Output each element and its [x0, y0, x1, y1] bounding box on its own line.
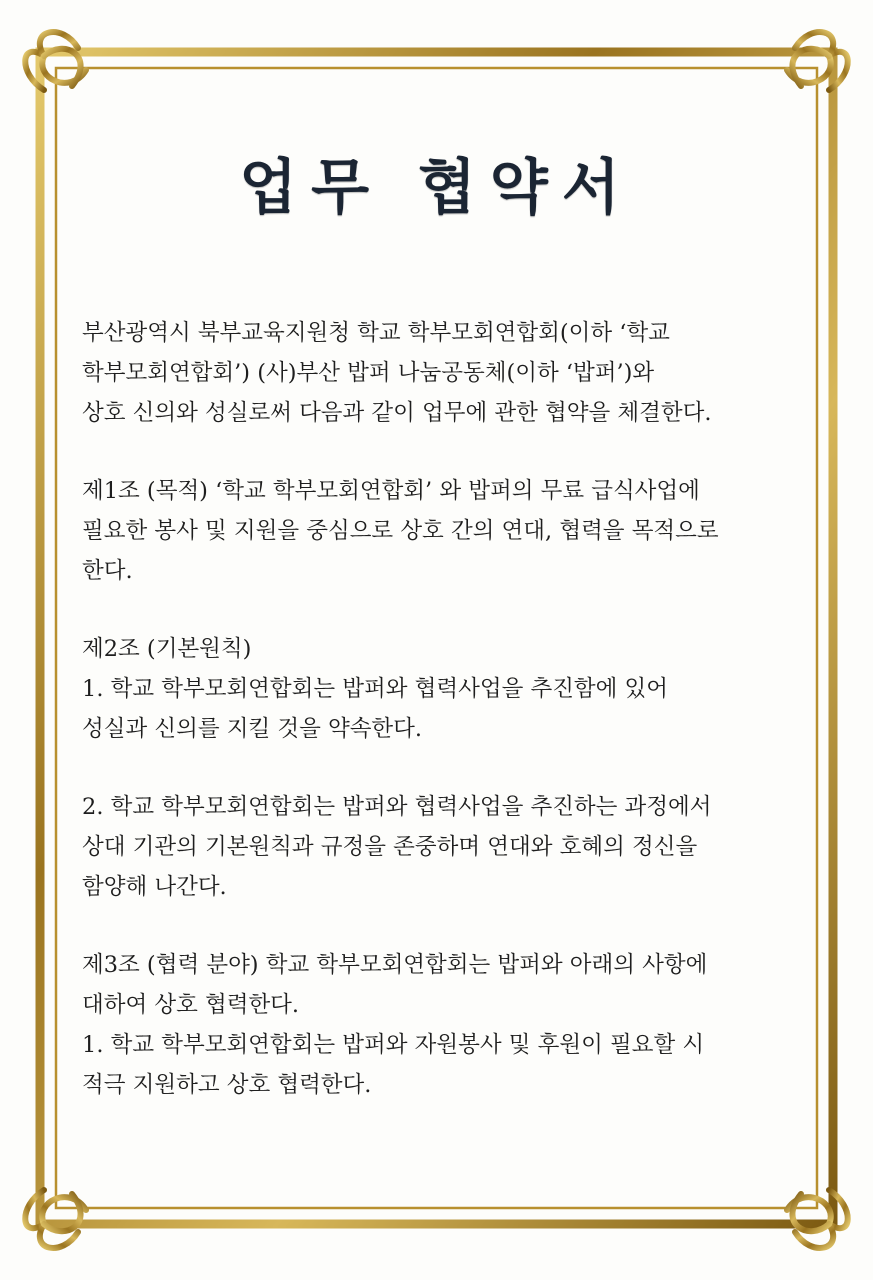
- corner-ornament-bottom-left: [25, 1190, 86, 1248]
- article-2-item-1-line: 성실과 신의를 지킬 것을 약속한다.: [82, 716, 423, 742]
- intro-line: 학부모회연합회’) (사)부산 밥퍼 나눔공동체(이하 ‘밥퍼’)와: [82, 360, 655, 386]
- article-1-line: 한다.: [82, 558, 133, 584]
- corner-ornament-bottom-right: [787, 1190, 848, 1248]
- intro-line: 상호 신의와 성실로써 다음과 같이 업무에 관한 협약을 체결한다.: [82, 400, 712, 426]
- article-2-item-2-line: 2. 학교 학부모회연합회는 밥퍼와 협력사업을 추진하는 과정에서: [82, 794, 712, 820]
- article-1: [82, 471, 802, 591]
- article-3: [82, 945, 802, 1105]
- corner-ornament-top-left: [25, 32, 86, 90]
- page-title: 업무 협약서: [239, 153, 634, 223]
- article-1-line: 필요한 봉사 및 지원을 중심으로 상호 간의 연대, 협력을 목적으로: [82, 518, 719, 544]
- article-2: [82, 629, 802, 749]
- article-2-item-1-line: 1. 학교 학부모회연합회는 밥퍼와 협력사업을 추진함에 있어: [82, 676, 669, 702]
- article-2-item-2: [82, 787, 802, 907]
- corner-ornament-top-right: [787, 32, 848, 90]
- article-1-line: 제1조 (목적) ‘학교 학부모회연합회’ 와 밥퍼의 무료 급식사업에: [82, 478, 700, 504]
- article-3-item-1-line: 1. 학교 학부모회연합회는 밥퍼와 자원봉사 및 후원이 필요할 시: [82, 1032, 705, 1058]
- article-2-heading: 제2조 (기본원칙): [82, 636, 252, 662]
- article-2-item-2-line: 함양해 나간다.: [82, 874, 227, 900]
- article-3-heading-line: 제3조 (협력 분야) 학교 학부모회연합회는 밥퍼와 아래의 사항에: [82, 952, 708, 978]
- article-3-item-1-line: 적극 지원하고 상호 협력한다.: [82, 1072, 372, 1098]
- intro-paragraph: [82, 313, 802, 433]
- article-3-heading-line: 대하여 상호 협력한다.: [82, 992, 300, 1018]
- agreement-body: [82, 313, 802, 1143]
- intro-line: 부산광역시 북부교육지원청 학교 학부모회연합회(이하 ‘학교: [82, 320, 670, 346]
- article-2-item-2-line: 상대 기관의 기본원칙과 규정을 존중하며 연대와 호혜의 정신을: [82, 834, 698, 860]
